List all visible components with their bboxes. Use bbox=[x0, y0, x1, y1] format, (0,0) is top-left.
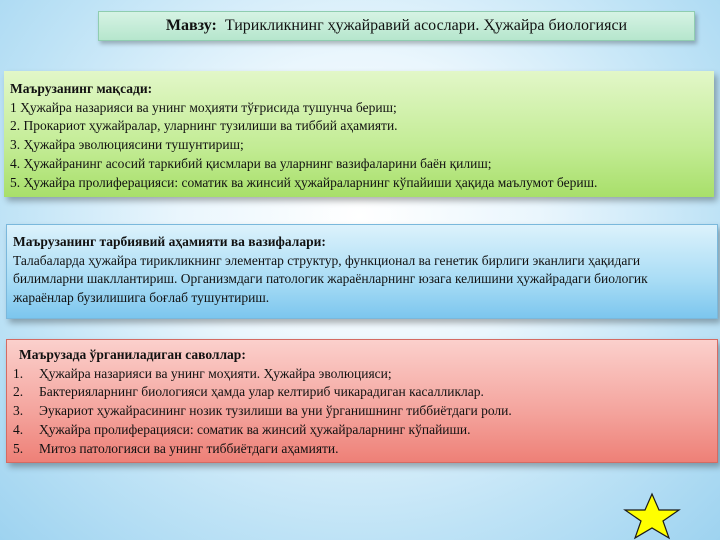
question-number: 5. bbox=[13, 440, 24, 456]
goal-item: 1 Ҳужайра назарияси ва унинг моҳияти тўғрисида тушунча бериш; bbox=[10, 99, 397, 115]
question-item bbox=[13, 365, 711, 384]
question-text: Бактерияларнинг биологияси ҳамда улар келтириб чикарадиган касалликлар. bbox=[39, 384, 484, 400]
goal-item: 4. Ҳужайранинг асосий таркибий қисмлари ва уларнинг вазифаларини баён қилиш; bbox=[10, 155, 492, 171]
educational-box bbox=[6, 224, 718, 319]
question-number: 3. bbox=[13, 403, 24, 419]
goals-box bbox=[4, 71, 714, 197]
question-text: Ҳужайра назарияси ва унинг моҳияти. Ҳужайра эволюцияси; bbox=[39, 365, 392, 381]
educational-heading: Маърузанинг тарбиявий аҳамияти ва вазифалари: bbox=[13, 234, 326, 249]
goal-item: 2. Прокариот ҳужайралар, уларнинг тузилиши ва тиббий аҳамияти. bbox=[10, 118, 398, 134]
question-item bbox=[13, 402, 711, 421]
questions-heading: Маърузада ўрганиладиган саволлар: bbox=[19, 347, 246, 362]
question-item bbox=[13, 421, 711, 440]
question-item bbox=[13, 383, 711, 402]
title-text: Тирикликнинг ҳужайравий асослари. Ҳужайра биологияси bbox=[224, 17, 628, 34]
question-item bbox=[13, 440, 711, 459]
goal-item: 3. Ҳужайра эволюциясини тушунтириш; bbox=[10, 137, 244, 153]
question-number: 4. bbox=[13, 421, 24, 437]
star-shape bbox=[625, 494, 679, 538]
question-text: Митоз патологияси ва унинг тиббиётдаги аҳамияти. bbox=[39, 440, 339, 456]
goals-heading: Маърузанинг мақсади: bbox=[10, 81, 153, 96]
title-label: Мавзу: bbox=[165, 17, 217, 34]
questions-box bbox=[6, 339, 718, 463]
question-number: 2. bbox=[13, 384, 24, 400]
slide-title bbox=[98, 11, 695, 41]
question-text: Эукариот ҳужайрасининг нозик тузилиши ва уни ўрганишнинг тиббиётдаги роли. bbox=[39, 403, 512, 419]
question-number: 1. bbox=[13, 365, 24, 381]
educational-text: Талабаларда ҳужайра тирикликнинг элементар структур, функционал ва генетик бирлиги эканлиги ҳақидаги билимларни шакллантириш. Организмдаги патологик жараёнларнинг юзага келишини ҳужайрадаги биологик жараёнлар бузилишига боғлаб тушунтириш. bbox=[13, 252, 648, 306]
goal-item: 5. Ҳужайра пролиферацияси: соматик ва жинсий ҳужайраларнинг кўпайиши ҳақида маълумот бериш. bbox=[10, 174, 598, 190]
question-text: Ҳужайра пролиферацияси: соматик ва жинсий ҳужайраларнинг кўпайиши. bbox=[39, 421, 471, 437]
star-icon bbox=[622, 492, 682, 540]
